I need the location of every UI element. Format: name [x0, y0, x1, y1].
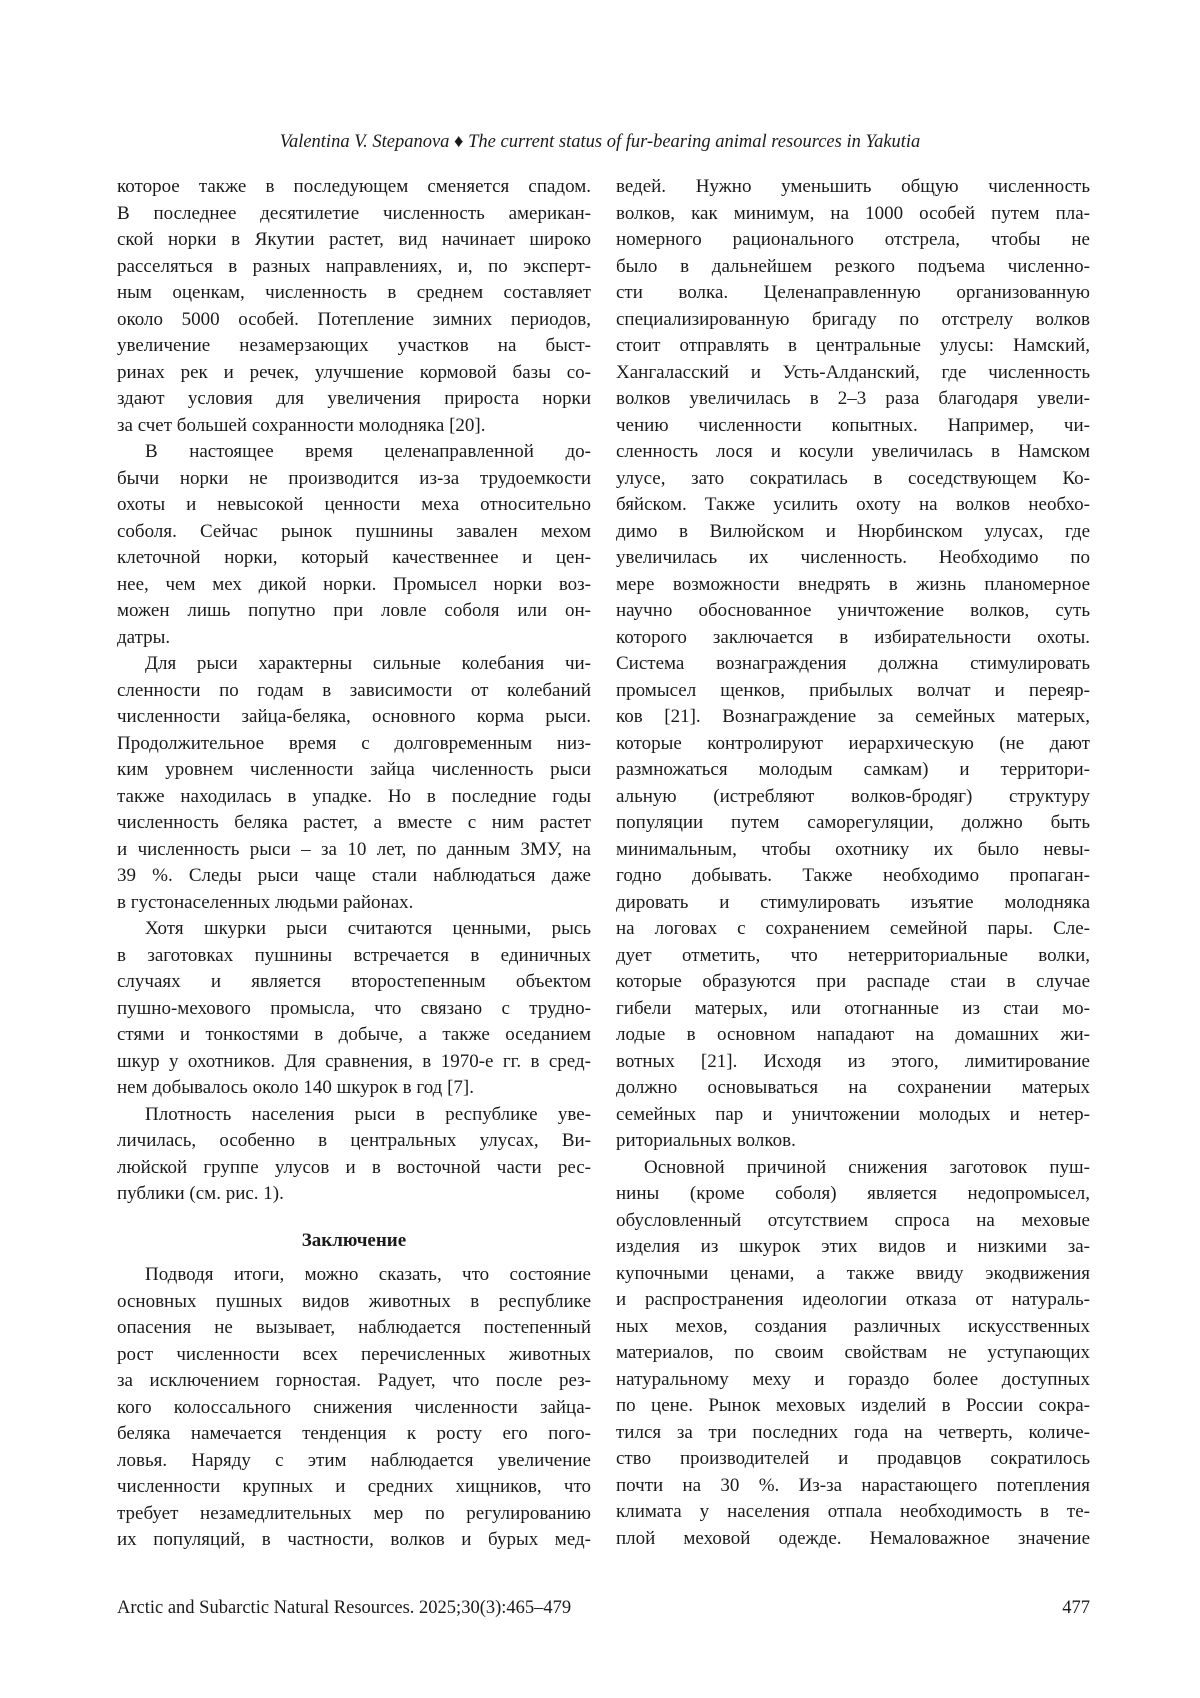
- text-line: почти на 30 %. Из-за нарастающего потепления: [616, 1474, 1090, 1496]
- paragraph: [117, 916, 591, 1102]
- text-line: должно основываться на сохранении матерых: [616, 1077, 1090, 1098]
- text-line: ринах рек и речек, улучшение кормовой базы со-: [117, 361, 591, 383]
- text-line: численности зайца-беляка, основного корма рыси.: [117, 706, 591, 727]
- text-line: популяции путем саморегуляции, должно быть: [616, 812, 1090, 833]
- text-line: дует отметить, что нетерриториальные волки,: [616, 944, 1090, 966]
- text-line: публики (см. рис. 1).: [117, 1183, 284, 1204]
- text-line: Система вознаграждения должна стимулировать: [616, 653, 1090, 674]
- right-column: [616, 174, 1090, 1552]
- text-line: охоты и невысокой ценности меха относительно: [117, 494, 591, 515]
- text-line: чению численности копытных. Например, чи-: [616, 414, 1090, 436]
- text-line: тился за три последних года на четверть, количе-: [616, 1421, 1090, 1443]
- running-head: Valentina V. Stepanova ♦ The current status of fur-bearing animal resources in Yakutia: [279, 132, 921, 152]
- text-line: личилась, особенно в центральных улусах, Ви-: [117, 1130, 591, 1151]
- text-line: кого колоссального снижения численности зайца-: [117, 1396, 591, 1418]
- text-line: сленности по годам в зависимости от колебаний: [117, 679, 591, 701]
- text-line: стоит отправлять в центральные улусы: Намский,: [616, 335, 1090, 356]
- text-line: Подводя итоги, можно сказать, что состояние: [145, 1264, 591, 1285]
- text-line: численность беляка растет, а вместе с ним растет: [117, 812, 591, 833]
- text-line: промысел щенков, прибылых волчат и переяр-: [616, 679, 1090, 701]
- text-line: риториальных волков.: [616, 1130, 796, 1151]
- text-line: нины (кроме соболя) является недопромысел,: [616, 1183, 1090, 1204]
- text-line: нее, чем мех дикой норки. Промысел норки воз-: [117, 573, 591, 595]
- text-line: димо в Вилюйском и Нюрбинском улусах, где: [616, 520, 1090, 542]
- left-column: [117, 174, 591, 1554]
- text-line: требует незамедлительных мер по регулированию: [117, 1502, 591, 1524]
- text-line: альную (истребляют волков-бродяг) структуру: [616, 785, 1090, 807]
- paragraph: [117, 651, 591, 916]
- text-line: численности крупных и средних хищников, что: [117, 1476, 591, 1497]
- text-line: дировать и стимулировать изъятие молодняка: [616, 891, 1090, 913]
- text-line: ков [21]. Вознаграждение за семейных матерых,: [616, 706, 1090, 727]
- text-line: гибели матерых, или отогнанные из стаи мо-: [616, 997, 1090, 1019]
- text-line: Продолжительное время с долговременным низ-: [117, 732, 591, 754]
- text-line: вотных [21]. Исходя из этого, лимитирование: [616, 1050, 1090, 1072]
- text-line: которого заключается в избирательности охоты.: [616, 626, 1090, 648]
- section-heading: Заключение: [301, 1229, 407, 1251]
- text-line: купочными ценами, а также ввиду экодвижения: [616, 1262, 1090, 1284]
- text-line: клеточной норки, который качественнее и цен-: [117, 547, 591, 568]
- text-line: основных пушных видов животных в республике: [117, 1290, 591, 1312]
- text-line: размножаться молодым самкам) и территори-: [616, 759, 1090, 780]
- text-line: люйской группе улусов и в восточной части рес-: [117, 1156, 591, 1178]
- text-line: улусе, зато сократилась в соседствующем Ко-: [616, 467, 1090, 489]
- text-line: мере возможности внедрять в жизнь планомерное: [616, 573, 1090, 595]
- text-line: номерного рационального отстрела, чтобы не: [616, 229, 1090, 250]
- text-line: можен лишь попутно при ловле соболя или он-: [117, 600, 591, 621]
- text-line: рост численности всех перечисленных животных: [117, 1343, 591, 1365]
- paragraph: [616, 1155, 1090, 1553]
- text-line: около 5000 особей. Потепление зимних периодов,: [117, 308, 591, 330]
- text-line: беляка намечается тенденция к росту его пого-: [117, 1423, 591, 1444]
- text-line: которое также в последующем сменяется спадом.: [117, 176, 591, 197]
- text-line: опасения не вызывает, наблюдается постепенный: [117, 1317, 591, 1338]
- text-line: плой меховой одежде. Немаловажное значение: [616, 1527, 1090, 1549]
- text-line: волков, как минимум, на 1000 особей путем пла-: [616, 202, 1090, 224]
- text-line: которые контролируют иерархическую (не дают: [616, 732, 1090, 754]
- text-line: В последнее десятилетие численность американ-: [117, 202, 591, 224]
- text-line: расселяться в разных направлениях, и, по эксперт-: [117, 255, 591, 277]
- text-line: за счет большей сохранности молодняка [20].: [117, 414, 486, 436]
- text-line: на логовах с сохранением семейной пары. Сле-: [616, 918, 1090, 939]
- text-line: Основной причиной снижения заготовок пуш-: [644, 1156, 1090, 1178]
- text-line: волков увеличилась в 2–3 раза благодаря увели-: [616, 388, 1090, 409]
- text-line: годно добывать. Также необходимо пропаган-: [616, 865, 1090, 886]
- text-line: ловья. Наряду с этим наблюдается увеличение: [117, 1449, 591, 1471]
- text-line: обусловленный отсутствием спроса на меховые: [616, 1209, 1090, 1231]
- page-number: 477: [1062, 1598, 1090, 1618]
- text-line: увеличение незамерзающих участков на быст-: [117, 335, 591, 356]
- text-line: за исключением горностая. Радует, что после рез-: [117, 1370, 591, 1391]
- text-line: минимальным, чтобы охотнику их было невы-: [616, 838, 1090, 860]
- text-line: соболя. Сейчас рынок пушнины завален мехом: [117, 520, 591, 542]
- text-line: которые образуются при распаде стаи в случае: [616, 971, 1090, 992]
- text-line: ведей. Нужно уменьшить общую численность: [616, 176, 1090, 197]
- text-line: шкур у охотников. Для сравнения, в 1970-е гг. в сред-: [117, 1050, 591, 1072]
- text-line: ской норки в Якутии растет, вид начинает широко: [117, 229, 591, 250]
- text-line: также находилась в упадке. Но в последние годы: [117, 785, 591, 807]
- text-line: натуральному меху и гораздо более доступных: [616, 1368, 1090, 1390]
- text-line: 39 %. Следы рыси чаще стали наблюдаться даже: [117, 865, 591, 886]
- text-line: В настоящее время целенаправленной до-: [145, 441, 591, 462]
- text-line: Для рыси характерны сильные колебания чи-: [145, 653, 591, 674]
- text-line: бычи норки не производится из-за трудоемкости: [117, 467, 591, 489]
- text-line: ство производителей и продавцов сократилось: [616, 1448, 1090, 1469]
- text-line: Плотность населения рыси в республике уве-: [145, 1103, 591, 1125]
- text-line: стями и тонкостями в добыче, а также оседанием: [117, 1024, 591, 1045]
- text-line: сти волка. Целенаправленную организованную: [616, 282, 1090, 303]
- paragraph: [117, 1102, 591, 1208]
- paragraph: [117, 1262, 591, 1554]
- journal-citation: Arctic and Subarctic Natural Resources. 2025;30(3):465–479: [117, 1598, 572, 1618]
- text-line: и численность рыси – за 10 лет, по данным ЗМУ, на: [117, 838, 591, 860]
- text-line: материалов, по своим свойствам не уступающих: [616, 1342, 1090, 1363]
- text-line: пушно-мехового промысла, что связано с трудно-: [117, 997, 591, 1019]
- text-line: здают условия для увеличения прироста норки: [117, 388, 591, 409]
- page-footer: [117, 1595, 1090, 1621]
- text-line: лодые в основном нападают на домашних жи-: [616, 1024, 1090, 1045]
- text-line: специализированную бригаду по отстрелу волков: [616, 308, 1090, 330]
- text-line: научно обоснованное уничтожение волков, суть: [616, 600, 1090, 621]
- text-line: сленность лося и косули увеличилась в Намском: [616, 441, 1090, 462]
- text-line: их популяций, в частности, волков и бурых мед-: [117, 1529, 591, 1550]
- text-line: нем добывалось около 140 шкурок в год [7].: [117, 1077, 474, 1098]
- text-line: в заготовках пушнины встречается в единичных: [117, 944, 591, 966]
- text-line: семейных пар и уничтожении молодых и нетер-: [616, 1103, 1090, 1125]
- paragraph: [117, 439, 591, 651]
- text-line: Хангаласский и Усть-Алданский, где численность: [616, 361, 1090, 383]
- text-line: ким уровнем численности зайца численность рыси: [117, 759, 591, 780]
- text-line: изделия из шкурок этих видов и низкими за-: [616, 1236, 1090, 1257]
- text-line: ным оценкам, численность в среднем составляет: [117, 282, 591, 303]
- text-line: ных мехов, создания различных искусственных: [616, 1315, 1090, 1337]
- text-line: и распространения идеологии отказа от натураль-: [616, 1289, 1090, 1310]
- text-line: Хотя шкурки рыси считаются ценными, рысь: [145, 918, 591, 939]
- text-line: климата у населения отпала необходимость в те-: [616, 1501, 1090, 1522]
- paragraph: [616, 174, 1090, 1155]
- paragraph: [117, 174, 591, 439]
- text-line: случаях и является второстепенным объектом: [117, 971, 591, 992]
- text-line: бяйском. Также усилить охоту на волков необхо-: [616, 494, 1090, 515]
- text-line: в густонаселенных людьми районах.: [117, 891, 414, 913]
- text-line: было в дальнейшем резкого подъема численно-: [616, 255, 1090, 277]
- text-line: увеличилась их численность. Необходимо по: [616, 547, 1090, 568]
- text-line: по цене. Рынок меховых изделий в России сокра-: [616, 1395, 1090, 1416]
- text-line: датры.: [117, 626, 171, 648]
